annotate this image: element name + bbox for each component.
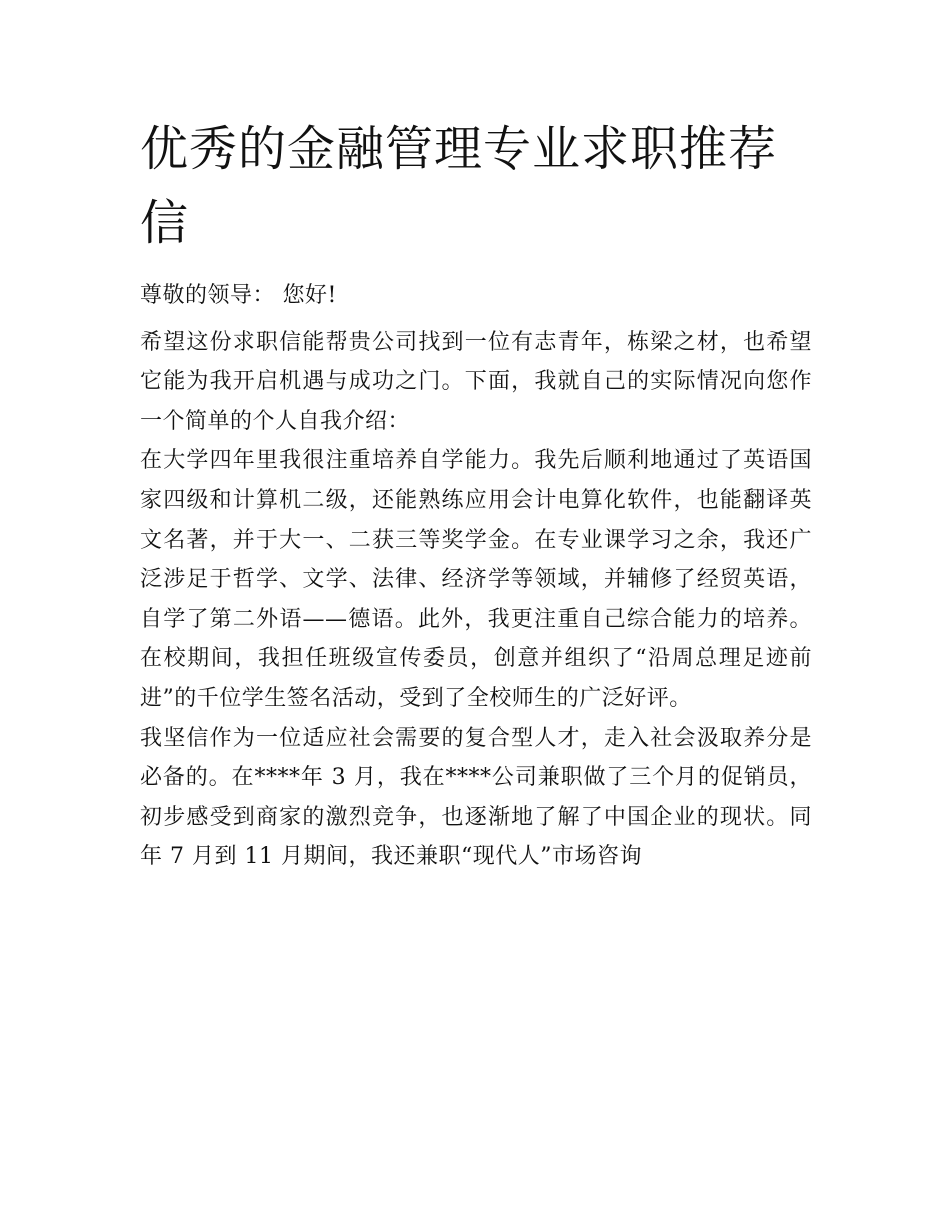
salutation: 尊敬的领导： 您好! — [140, 283, 337, 308]
paragraph-experience: 我坚信作为一位适应社会需要的复合型人才，走入社会汲取养分是必备的。在****年 3 月，我在****公司兼职做了三个月的促销员，初步感受到商家的激烈竞争，也逐渐地了解了中国企业的现状。同年 7 月到 11 月期间，我还兼职“现代人”市场咨询 — [140, 725, 812, 870]
paragraph-education: 在大学四年里我很注重培养自学能力。我先后顺利地通过了英语国家四级和计算机二级，还能熟练应用会计电算化软件，也能翻译英文名著，并于大一、二获三等奖学金。在专业课学习之余，我还广泛涉足于哲学、文学、法律、经济学等领域，并辅修了经贸英语，自学了第二外语——德语。此外，我更注重自己综合能力的培养。在校期间，我担任班级宣传委员，创意并组织了“沿周总理足迹前进”的千位学生签名活动，受到了全校师生的广泛好评。 — [140, 448, 812, 711]
paragraph-intro: 希望这份求职信能帮贵公司找到一位有志青年，栋梁之材，也希望它能为我开启机遇与成功之门。下面，我就自己的实际情况向您作一个简单的个人自我介绍： — [140, 329, 812, 434]
document-title: 优秀的金融管理专业求职推荐信 — [140, 121, 778, 251]
document-page — [140, 112, 812, 877]
